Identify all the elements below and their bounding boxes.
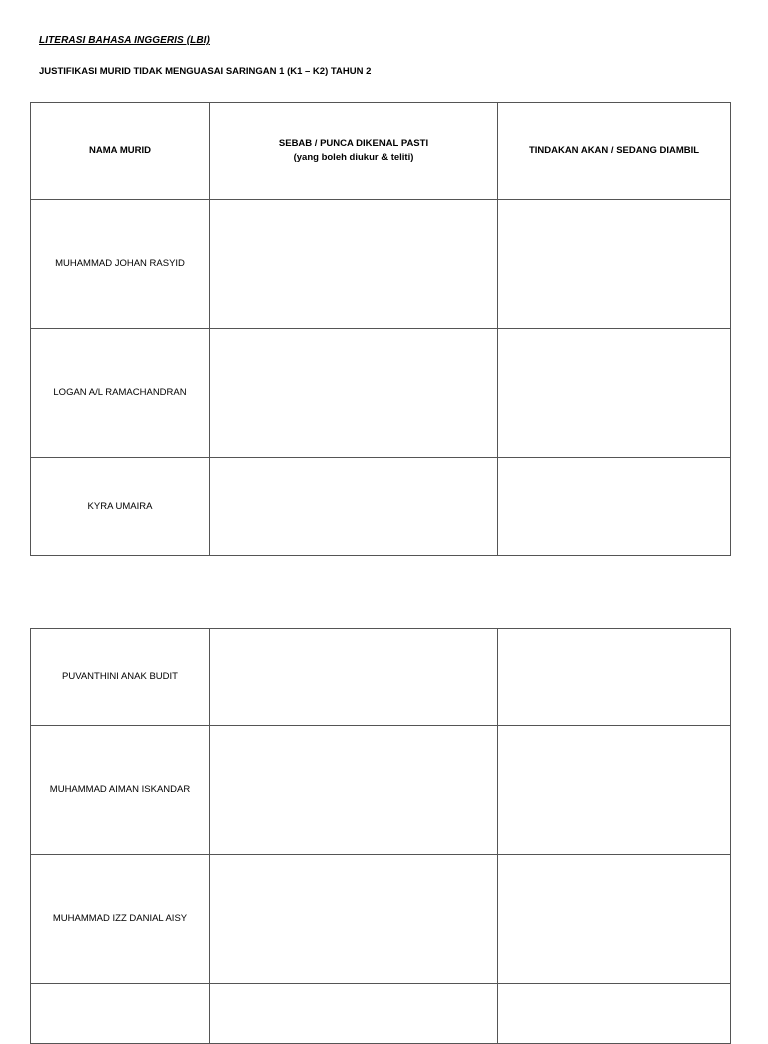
table-row <box>31 629 731 726</box>
reason-cell[interactable] <box>210 726 498 855</box>
column-header-action: TINDAKAN AKAN / SEDANG DIAMBIL <box>498 103 731 200</box>
document-subtitle: JUSTIFIKASI MURID TIDAK MENGUASAI SARINGAN 1 (K1 – K2) TAHUN 2 <box>39 66 372 77</box>
table-row <box>31 200 731 329</box>
table-header-row <box>31 103 731 200</box>
action-cell[interactable] <box>498 200 731 329</box>
student-name-cell: LOGAN A/L RAMACHANDRAN <box>31 329 210 458</box>
student-name-cell: PUVANTHINI ANAK BUDIT <box>31 629 210 726</box>
action-cell[interactable] <box>498 458 731 556</box>
reason-cell[interactable] <box>210 458 498 556</box>
table-row <box>31 458 731 556</box>
student-name-cell: KYRA UMAIRA <box>31 458 210 556</box>
table-row <box>31 855 731 984</box>
action-cell[interactable] <box>498 329 731 458</box>
action-cell[interactable] <box>498 726 731 855</box>
reason-cell[interactable] <box>210 200 498 329</box>
student-name-cell: MUHAMMAD IZZ DANIAL AISY <box>31 855 210 984</box>
column-header-reason-line2: (yang boleh diukur & teliti) <box>293 152 414 163</box>
column-header-name: NAMA MURID <box>31 103 210 200</box>
table-row <box>31 329 731 458</box>
reason-cell[interactable] <box>210 984 498 1044</box>
reason-cell[interactable] <box>210 329 498 458</box>
action-cell[interactable] <box>498 629 731 726</box>
column-header-reason <box>210 103 498 200</box>
action-cell[interactable] <box>498 855 731 984</box>
student-name-cell: MUHAMMAD AIMAN ISKANDAR <box>31 726 210 855</box>
column-header-reason-line1: SEBAB / PUNCA DIKENAL PASTI <box>278 138 429 149</box>
document-title: LITERASI BAHASA INGGERIS (LBI) <box>39 35 210 46</box>
student-name-cell: MUHAMMAD JOHAN RASYID <box>31 200 210 329</box>
justification-table-continued <box>30 628 731 1044</box>
reason-cell[interactable] <box>210 629 498 726</box>
table-row <box>31 984 731 1044</box>
justification-table <box>30 102 731 556</box>
table-row <box>31 726 731 855</box>
student-name-cell <box>31 984 210 1044</box>
action-cell[interactable] <box>498 984 731 1044</box>
reason-cell[interactable] <box>210 855 498 984</box>
